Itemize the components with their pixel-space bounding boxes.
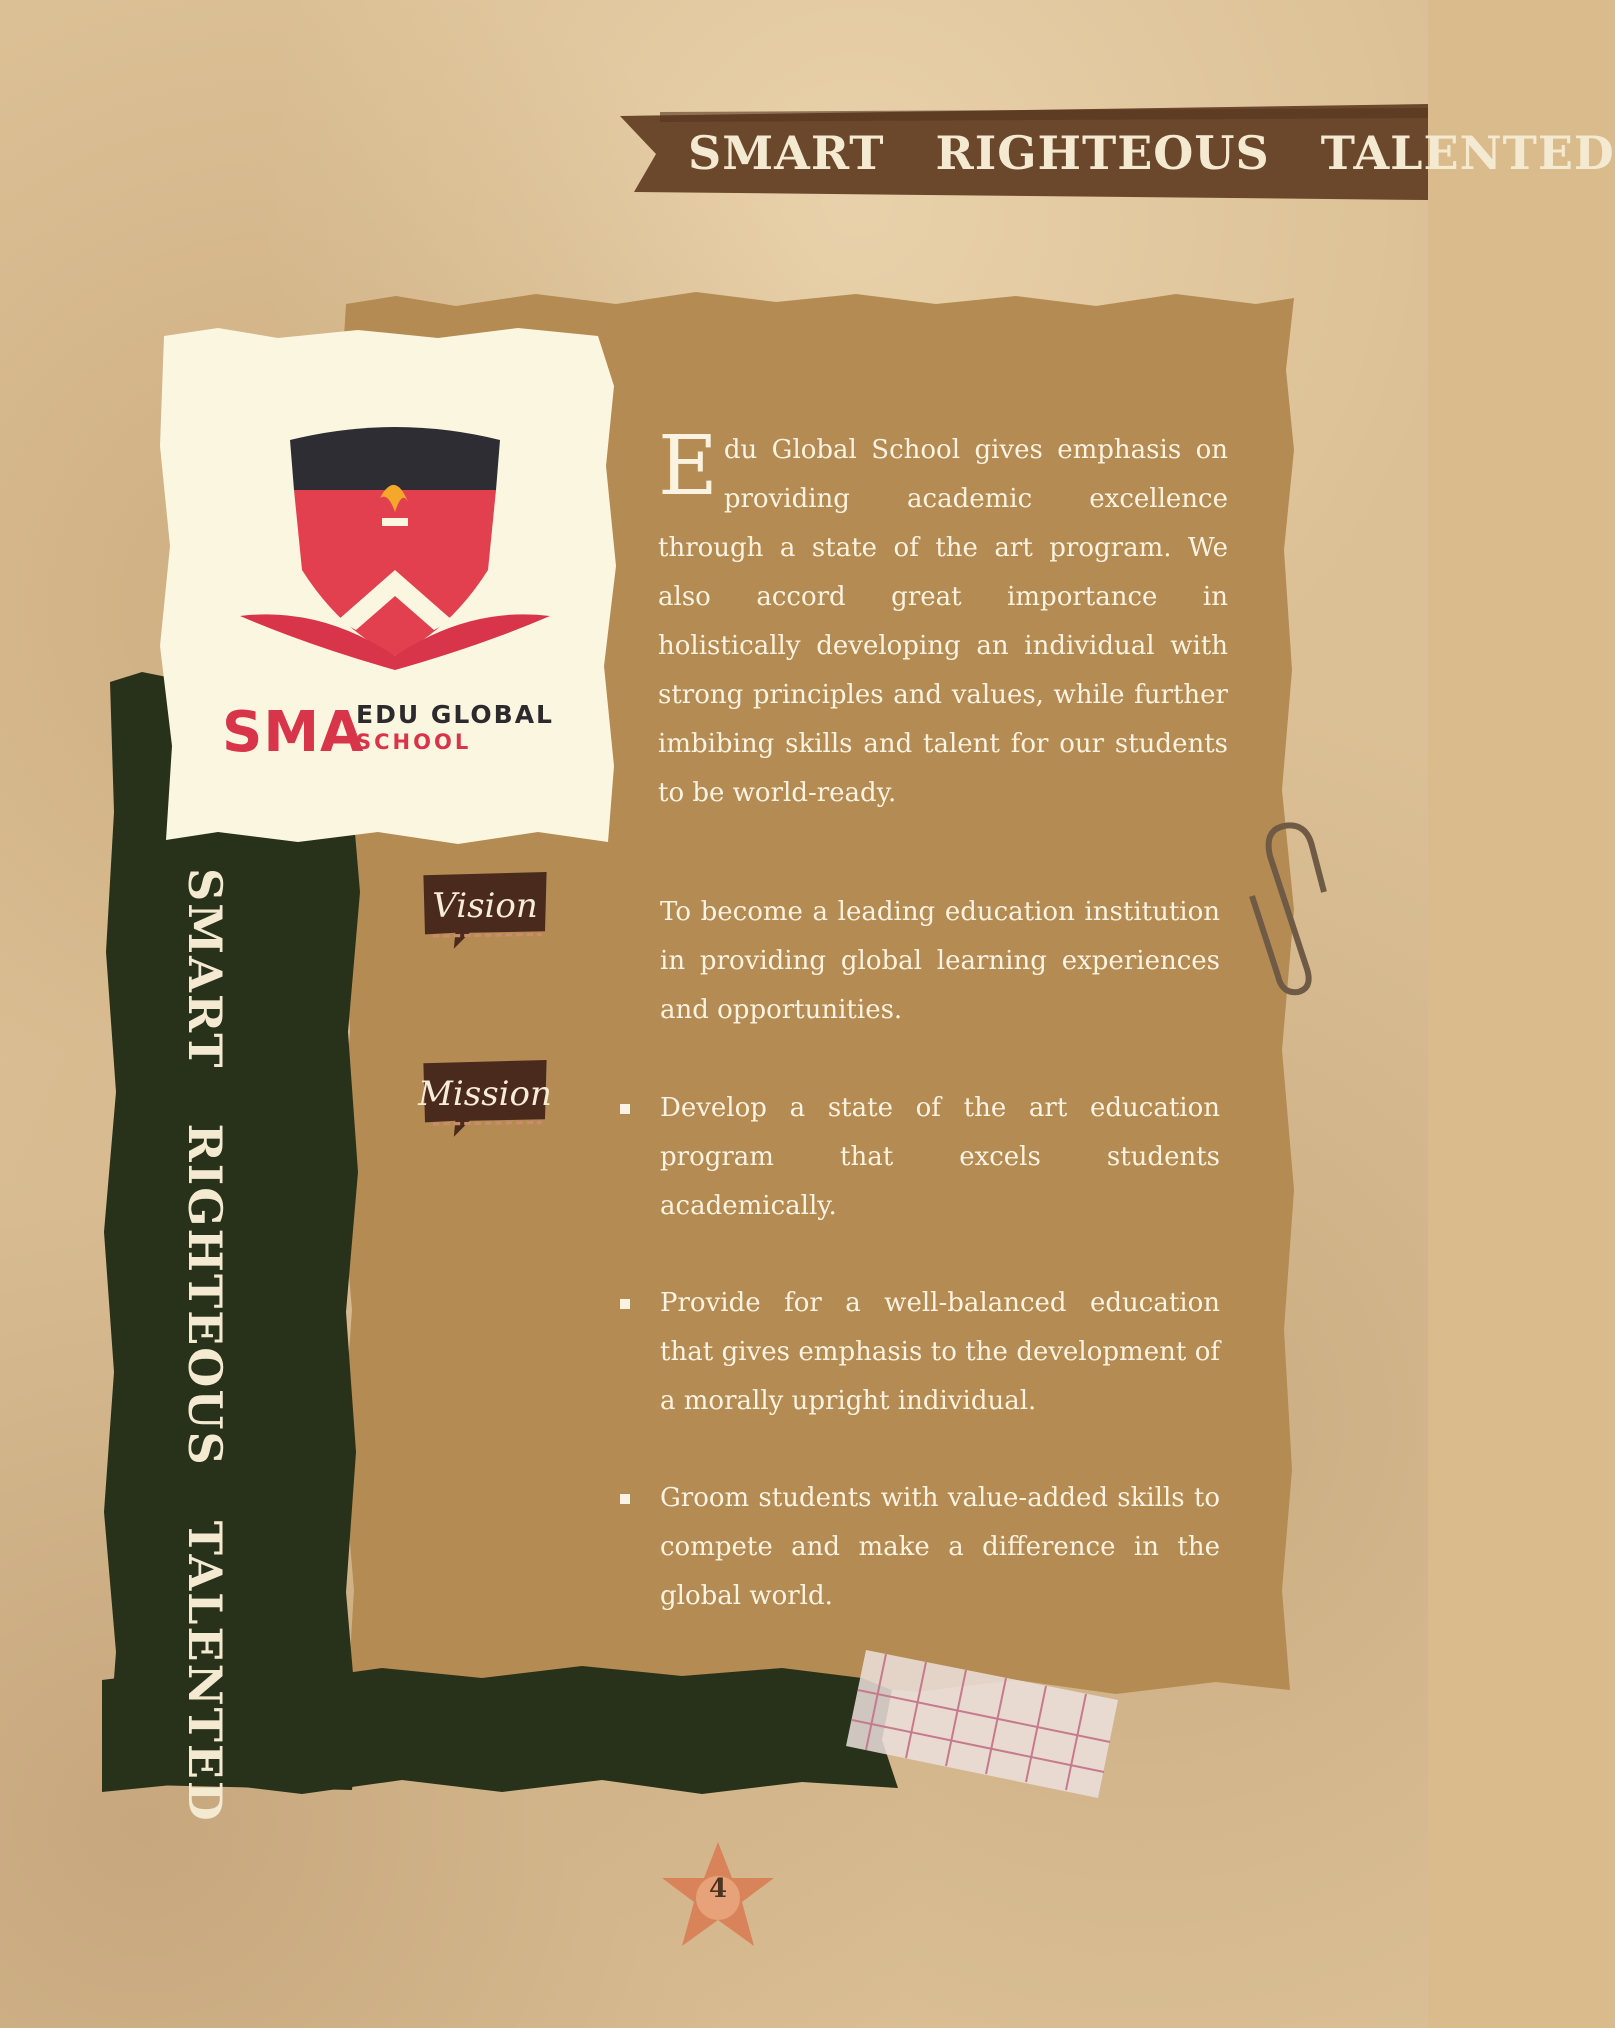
- paperclip-icon: [1254, 816, 1334, 996]
- mission-label: Mission: [418, 1074, 552, 1114]
- logo-edu-global-text: EDU GLOBAL: [356, 700, 554, 729]
- school-crest: [230, 420, 560, 680]
- vision-label: Vision: [432, 886, 538, 926]
- header-tagline: SMART RIGHTEOUS TALENTED: [688, 126, 1615, 180]
- tape-decoration: [846, 1650, 1126, 1800]
- page-number: 4: [708, 1874, 728, 1904]
- mission-item: Groom students with value-added skills to compete and make a difference in the global world.: [612, 1474, 1220, 1621]
- side-tagline-text: SMART RIGHTEOUS TALENTED: [178, 868, 232, 1823]
- intro-text: du Global School gives emphasis on providing academic excellence through a state of the art program. We also accord great importance in holistically developing an individual with strong principles and values, while further imbibing skills and talent for our students to be world-ready.: [658, 435, 1228, 808]
- logo-sma-text: SMA: [222, 700, 365, 765]
- vision-text: To become a leading education institution in providing global learning experiences and opportunities.: [660, 897, 1220, 1025]
- drop-cap: E: [658, 419, 718, 514]
- intro-paragraph: [658, 419, 1228, 818]
- mission-item: Develop a state of the art education program that excels students academically.: [612, 1084, 1220, 1231]
- mission-item: Provide for a well-balanced education that gives emphasis to the development of a morally upright individual.: [612, 1279, 1220, 1426]
- mission-list: [612, 1084, 1220, 1669]
- logo-school-text: SCHOOL: [356, 730, 472, 754]
